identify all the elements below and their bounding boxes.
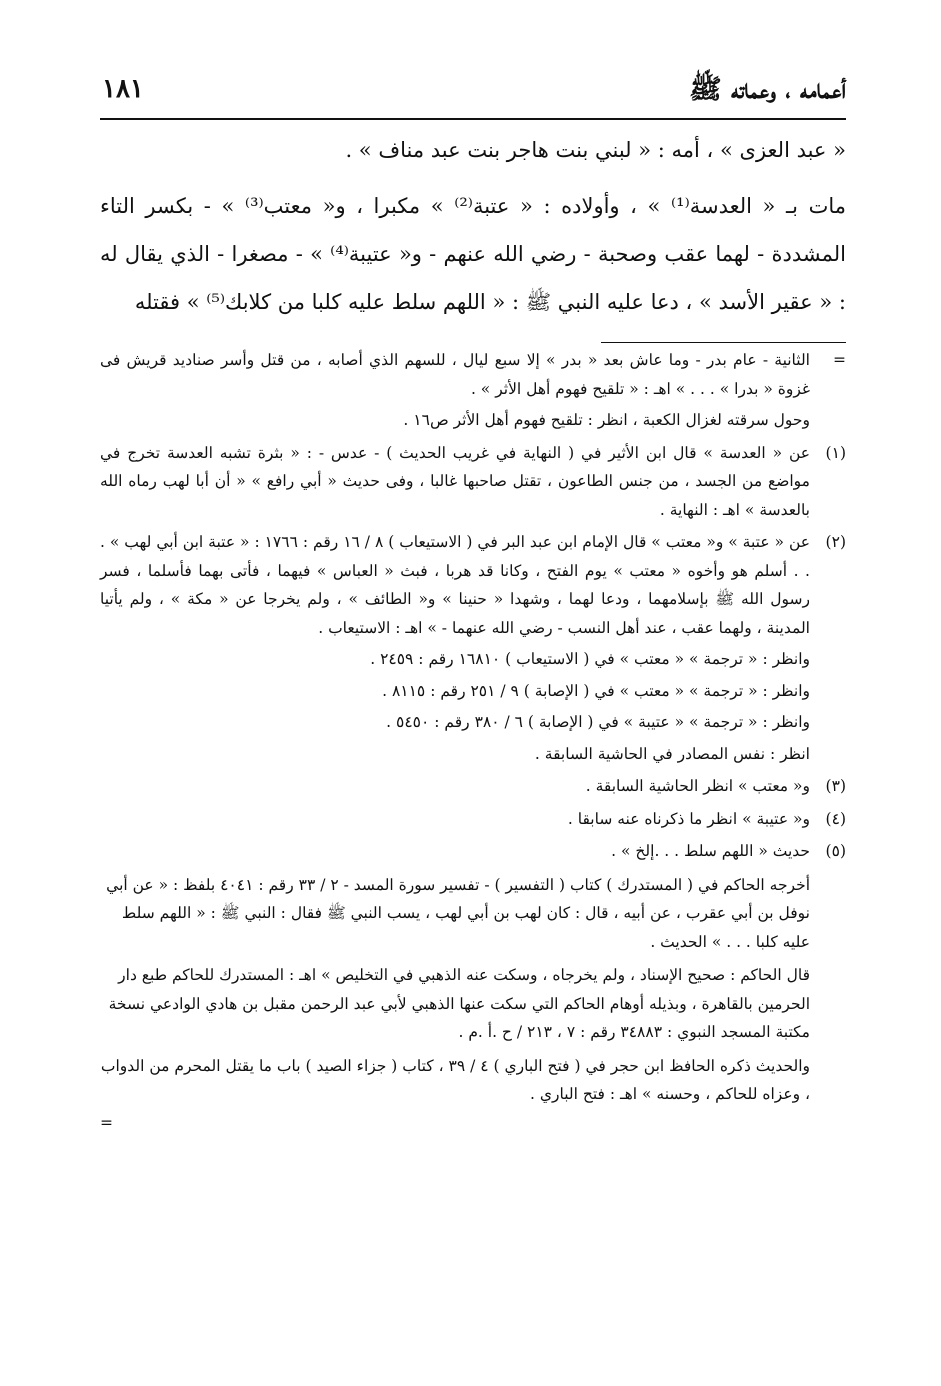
footnote-text: و« عتيبة » انظر ما ذكرناه عنه سابقا . <box>567 809 810 828</box>
footnote-text: وانظر : « ترجمة » « معتب » في ( الاستيعاب ) ١٦٨١٠ رقم : ٢٤٥٩ . <box>370 650 810 668</box>
footnote-1 <box>100 439 846 525</box>
footnote-4 <box>100 805 846 834</box>
reference-text: أخرجه الحاكم في ( المستدرك ) كتاب ( التفسير ) - تفسير سورة المسد - ٢ / ٣٣ رقم : ٤٠٤١ بلفظ : « عن أبي نوفل بن أبي عقرب ، عن أبيه ، قال : كان لهب بن أبي لهب ، يسب النبي ﷺ فقال : النبي ﷺ : « اللهم سلط عليه كلبا . . . » الحديث . <box>106 875 810 951</box>
page-header <box>100 72 846 112</box>
footnote-text: وانظر : « ترجمة » « معتب » في ( الإصابة ) ٩ / ٢٥١ رقم : ٨١١٥ . <box>382 681 810 700</box>
footnote-2 <box>100 528 846 768</box>
main-paragraph: مات بـ « العدسة⁽¹⁾ » ، وأولاده : « عتبة⁽²⁾ » مكبرا ، و« معتب⁽³⁾ » - بكسر التاء المشددة - لهما عقب وصحبة - رضي الله عنهم - و« عتيبة⁽⁴⁾ » - مصغرا - الذي يقال له : « عقير الأسد » ، دعا عليه النبي ﷺ : « اللهم سلط عليه كلبا من كلابك⁽⁵⁾ » فقتله <box>100 194 847 314</box>
footnote-mark: (٢) <box>825 533 846 551</box>
footnote-text: عن « العدسة » قال ابن الأثير في ( النهاية في غريب الحديث ) - عدس - : « بثرة تشبه العدسة تخرج في مواضع من الجسد ، من جنس الطاعون ، تقتل صاحبها غالبا ، وفى حديث « أبي رافع » « أن أبا لهب رماه الله بالعدسة » اهـ : النهاية . <box>100 443 810 519</box>
page-number: ١٨١ <box>102 74 144 104</box>
footnote-mark: (٥) <box>825 842 846 860</box>
footnote-text: عن « عتبة » و« معتب » قال الإمام ابن عبد البر في ( الاستيعاب ) ٨ / ١٦ رقم : ١٧٦٦ : « عتبة ابن أبي لهب » . . . أسلم هو وأخوه « معتب » يوم الفتح ، وكانا قد هربا ، فبث « العباس » فيهما ، فأتى بهما فأسلما ، فسر رسول الله ﷺ بإسلامهما ، ودعا لهما ، وشهدا « حنينا » و« الطائف » ، ولم يخرجا عن « مكة » ، ولم يأتيا المدينة ، ولهما عقب ، عند أهل النسب - رضي الله عنهما - » اهـ : الاستيعاب . <box>100 533 810 637</box>
reference-text: قال الحاكم : صحيح الإسناد ، ولم يخرجاه ، وسكت عنه الذهبي في التخليص » اهـ : المستدرك للحاكم طبع دار الحرمين بالقاهرة ، وبذيله أوهام الحاكم التي سكت عنها الذهبي لأبي عبد الرحمن مقبل بن هادي الوادعي نسخة مكتبة المسجد النبوي : ٣٤٨٨٣ رقم : ٧ ، ٢١٣ / ح .أ .م . <box>108 966 810 1041</box>
main-text <box>100 126 846 326</box>
footnote-end <box>100 1109 846 1138</box>
footnote-mark: (٤) <box>825 809 846 828</box>
running-title: أعمامه ، وعماته ﷺ <box>689 74 846 105</box>
end-continuation-mark: = <box>100 1113 113 1132</box>
footnote-text: و« معتب » انظر الحاشية السابقة . <box>585 777 810 795</box>
footnote-3 <box>100 772 846 801</box>
footnote-5 <box>100 837 846 866</box>
header-rule <box>100 118 846 120</box>
continuation-mark: = <box>833 351 846 369</box>
footnote-continuation <box>100 346 846 435</box>
footnote-text: وانظر : « ترجمة » « عتيبة » في ( الإصابة ) ٦ / ٣٨٠ رقم : ٥٤٥٠ . <box>386 713 810 731</box>
footnotes <box>100 346 846 1137</box>
footnote-text: انظر : نفس المصادر في الحاشية السابقة . <box>534 744 810 763</box>
footnote-text: الثانية - عام بدر - وما عاش بعد « بدر » إلا سبع ليال ، للسهم الذي أصابه ، من قتل وأسر صناديد قريش فى غزوة « بدرا » . . . » اهـ : « تلقيح فهوم أهل الأثر » . <box>100 351 810 398</box>
footnote-separator <box>601 342 846 343</box>
footnote-text: وحول سرقته لغزال الكعبة ، انظر : تلقيح فهوم أهل الأثر ص١٦ . <box>403 411 810 429</box>
footnote-text: حديث « اللهم سلط . . .إلخ » . <box>611 842 810 860</box>
footnote-mark: (٣) <box>825 777 846 795</box>
footnote-5-references <box>100 871 846 1109</box>
main-line-1: « عبد العزى » ، أمه : « لبني بنت هاجر بنت عبد مناف » . <box>345 138 846 162</box>
reference-text: والحديث ذكره الحافظ ابن حجر في ( فتح الباري ) ٤ / ٣٩ ، كتاب ( جزاء الصيد ) باب ما يقتل المحرم من الدواب ، وعزاه للحاكم ، وحسنه » اهـ : فتح الباري . <box>100 1056 810 1103</box>
footnote-mark: (١) <box>825 443 846 462</box>
